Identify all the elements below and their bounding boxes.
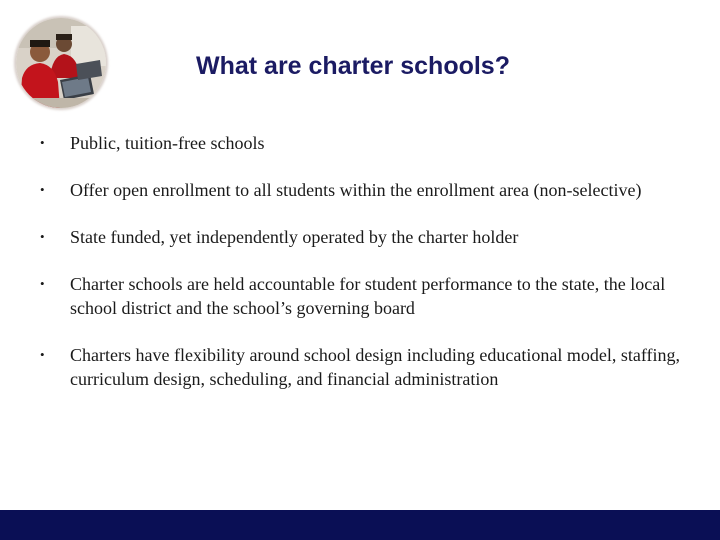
bullet-text: Offer open enrollment to all students within the enrollment area (non-selective) (70, 180, 642, 200)
students-at-computers-image (16, 18, 106, 108)
bullet-item (40, 131, 690, 155)
footer-bar (0, 510, 720, 540)
bullet-dot: • (40, 135, 45, 150)
bullet-item (40, 178, 690, 202)
bullet-dot: • (40, 276, 45, 291)
bullet-dot: • (40, 229, 45, 244)
bullet-dot: • (40, 182, 45, 197)
bullet-list (40, 131, 690, 391)
bullet-item (40, 343, 690, 391)
bullet-item (40, 225, 690, 249)
bullet-dot: • (40, 347, 45, 362)
bullet-text: Charter schools are held accountable for student performance to the state, the local school district and the school’s governing board (70, 274, 666, 318)
slide-title: What are charter schools? (196, 52, 510, 80)
bullet-text: State funded, yet independently operated by the charter holder (70, 227, 519, 247)
bullet-text: Public, tuition-free schools (70, 133, 265, 153)
students-photo (16, 18, 106, 108)
bullet-text: Charters have flexibility around school design including educational model, staffing, curriculum design, scheduling, and financial administration (70, 345, 681, 389)
bullet-item (40, 272, 690, 320)
